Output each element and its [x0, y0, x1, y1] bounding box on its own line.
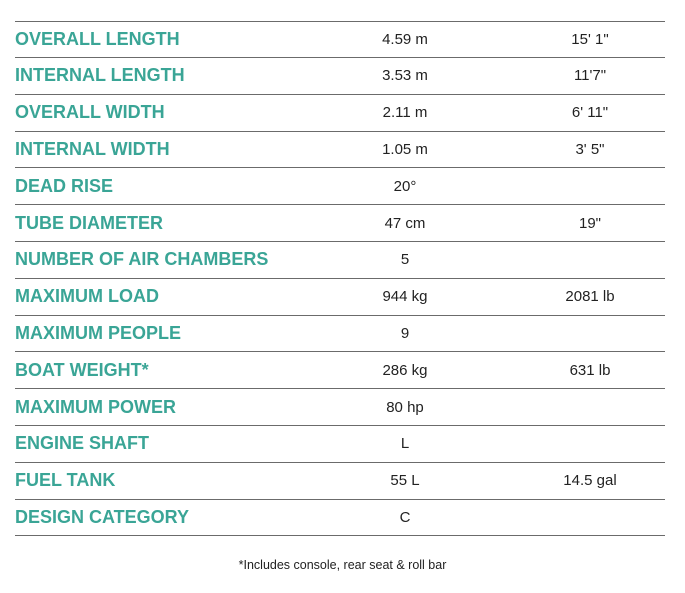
spec-imperial-value: 2081 lb	[565, 288, 615, 306]
spec-row-internal-width	[15, 132, 665, 169]
spec-label: OVERALL WIDTH	[15, 102, 165, 123]
spec-metric-value: 286 kg	[382, 361, 428, 379]
spec-label: OVERALL LENGTH	[15, 29, 180, 49]
spec-label: BOAT WEIGHT*	[15, 359, 149, 380]
spec-metric-value: 9	[400, 324, 410, 342]
spec-metric-value: 2.11 m	[382, 104, 428, 122]
spec-imperial-value: 631 lb	[569, 361, 611, 379]
spec-metric-value: C	[399, 508, 411, 526]
spec-metric-value: 47 cm	[384, 214, 426, 232]
spec-metric-value: 944 kg	[382, 288, 428, 306]
spec-label: DESIGN CATEGORY	[15, 506, 190, 527]
spec-row-maximum-people	[15, 316, 665, 353]
spec-metric-value: 3.53 m	[382, 67, 428, 85]
spec-metric-value: 20°	[393, 177, 417, 195]
spec-label: MAXIMUM PEOPLE	[15, 322, 182, 343]
spec-imperial-value: 19"	[578, 214, 601, 232]
spec-row-overall-width	[15, 95, 665, 132]
spec-imperial-value: 6' 11"	[571, 104, 609, 122]
spec-metric-value: 1.05 m	[382, 140, 428, 158]
spec-label: ENGINE SHAFT	[15, 433, 150, 454]
spec-metric-value: 80 hp	[386, 398, 424, 416]
spec-table	[15, 21, 665, 536]
spec-label: INTERNAL WIDTH	[15, 138, 170, 159]
spec-imperial-value: 14.5 gal	[563, 472, 617, 490]
spec-row-dead-rise	[15, 168, 665, 205]
spec-imperial-value: 15' 1"	[571, 31, 609, 48]
spec-imperial-value: 3' 5"	[575, 140, 605, 158]
spec-row-boat-weight	[15, 352, 665, 389]
spec-label: INTERNAL LENGTH	[15, 65, 185, 86]
spec-label: FUEL TANK	[15, 470, 116, 491]
spec-label: NUMBER OF AIR CHAMBERS	[15, 249, 269, 270]
spec-row-maximum-load	[15, 279, 665, 316]
spec-label: DEAD RISE	[15, 175, 114, 196]
spec-row-tube-diameter	[15, 205, 665, 242]
spec-row-air-chambers	[15, 242, 665, 279]
spec-label: MAXIMUM LOAD	[15, 286, 159, 307]
spec-label: MAXIMUM POWER	[15, 396, 176, 417]
spec-label: TUBE DIAMETER	[15, 212, 163, 233]
spec-row-engine-shaft	[15, 426, 665, 463]
spec-metric-value: 5	[400, 251, 410, 269]
spec-row-internal-length	[15, 58, 665, 95]
spec-metric-value: 55 L	[390, 472, 420, 490]
spec-imperial-value: 11'7"	[573, 67, 607, 85]
spec-metric-value: L	[400, 435, 410, 453]
spec-row-fuel-tank	[15, 463, 665, 500]
spec-metric-value: 4.59 m	[382, 31, 428, 48]
spec-row-maximum-power	[15, 389, 665, 426]
spec-row-design-category	[15, 500, 665, 537]
spec-row-overall-length	[15, 22, 665, 58]
footnote: *Includes console, rear seat & roll bar	[238, 558, 447, 572]
